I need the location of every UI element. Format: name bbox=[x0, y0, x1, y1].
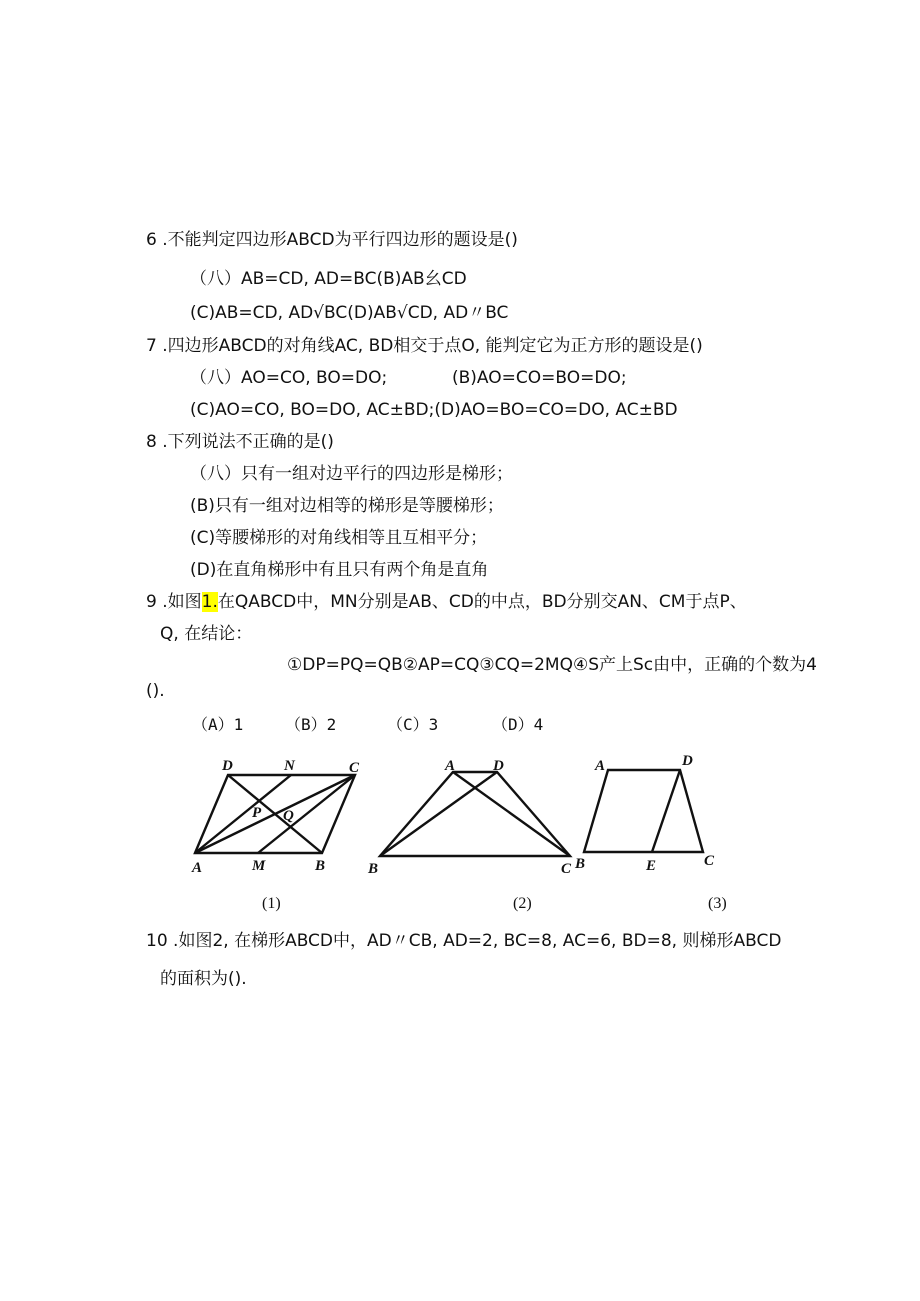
fig2-label-a: A bbox=[445, 758, 456, 774]
fig1-label-d: D bbox=[222, 758, 233, 774]
fig3-label-a: A bbox=[595, 758, 606, 774]
q9-figure-ref-highlight: 1. bbox=[201, 592, 218, 612]
fig3-trapezoid-outline bbox=[584, 770, 703, 852]
fig3-label-c: C bbox=[704, 853, 715, 869]
fig2-diagonal-ac bbox=[453, 772, 570, 856]
figure-1-parallelogram bbox=[180, 750, 380, 920]
fig2-label-c: C bbox=[561, 861, 572, 877]
fig1-label-q: Q bbox=[283, 808, 294, 824]
q9-stem-pre: 9 .如图 bbox=[146, 592, 202, 612]
q9-stem-line2: Q, 在结论： bbox=[160, 624, 253, 644]
q7-options-cd: (C)AO=CO, BO=DO, AC±BD;(D)AO=BO=CO=DO, AC±BD bbox=[190, 400, 678, 420]
q9-choice-c: （C）3 bbox=[387, 715, 439, 734]
q7-stem: 7 .四边形ABCD的对角线AC, BD相交于点O, 能判定它为正方形的题设是() bbox=[146, 336, 703, 356]
fig2-trapezoid-outline bbox=[380, 772, 570, 856]
fig1-label-n: N bbox=[284, 758, 295, 774]
q8-stem: 8 .下列说法不正确的是() bbox=[146, 432, 334, 452]
figure-3-trapezoid bbox=[570, 750, 750, 920]
q6-options-ab: （八）AB=CD, AD=BC(B)AB幺CD bbox=[190, 269, 467, 289]
fig2-diagonal-bd bbox=[380, 772, 497, 856]
fig3-label-b: B bbox=[575, 856, 586, 872]
fig1-label-p: P bbox=[252, 805, 262, 821]
q6-stem: 6 .不能判定四边形ABCD为平行四边形的题设是() bbox=[146, 230, 518, 250]
q9-answer-paren: (). bbox=[146, 681, 165, 701]
fig1-caption: (1) bbox=[262, 895, 281, 912]
q10-stem-line2: 的面积为(). bbox=[160, 969, 247, 989]
q9-choice-d: （D）4 bbox=[492, 715, 544, 734]
fig3-label-d: D bbox=[682, 753, 693, 769]
fig1-label-c: C bbox=[349, 760, 360, 776]
fig3-segment-de bbox=[652, 770, 680, 852]
fig2-label-d: D bbox=[493, 758, 504, 774]
q9-stem bbox=[146, 591, 747, 613]
q8-option-b: (B)只有一组对边相等的梯形是等腰梯形； bbox=[190, 496, 504, 516]
fig3-label-e: E bbox=[646, 858, 657, 874]
fig1-label-m: M bbox=[252, 858, 266, 874]
q7-option-b: (B)AO=CO=BO=DO; bbox=[452, 368, 627, 388]
q8-option-d: (D)在直角梯形中有且只有两个角是直角 bbox=[190, 560, 489, 580]
q7-option-a: （八）AO=CO, BO=DO; bbox=[190, 368, 388, 388]
q9-choice-a: （A）1 bbox=[192, 715, 244, 734]
q9-choice-b: （B）2 bbox=[285, 715, 337, 734]
fig2-label-b: B bbox=[368, 861, 379, 877]
fig1-label-b: B bbox=[315, 858, 326, 874]
fig2-caption: (2) bbox=[513, 895, 532, 912]
q9-stem-post: 在QABCD中，MN分别是AB、CD的中点，BD分别交AN、CM于点P、 bbox=[217, 592, 747, 612]
q6-options-cd: (C)AB=CD, AD√BC(D)AB√CD, AD〃BC bbox=[190, 303, 509, 323]
q8-option-a: （八）只有一组对边平行的四边形是梯形； bbox=[190, 464, 513, 484]
fig3-caption: (3) bbox=[708, 895, 727, 912]
q10-stem: 10 .如图2, 在梯形ABCD中，AD〃CB, AD=2, BC=8, AC=6, BD=8, 则梯形ABCD bbox=[146, 931, 782, 951]
fig1-label-a: A bbox=[192, 860, 203, 876]
q8-option-c: (C)等腰梯形的对角线相等且互相平分； bbox=[190, 528, 488, 548]
figure-2-trapezoid bbox=[365, 750, 595, 920]
q9-conclusions: ①DP=PQ=QB②AP=CQ③CQ=2MQ④S产上Sc由中，正确的个数为4 bbox=[287, 655, 817, 675]
